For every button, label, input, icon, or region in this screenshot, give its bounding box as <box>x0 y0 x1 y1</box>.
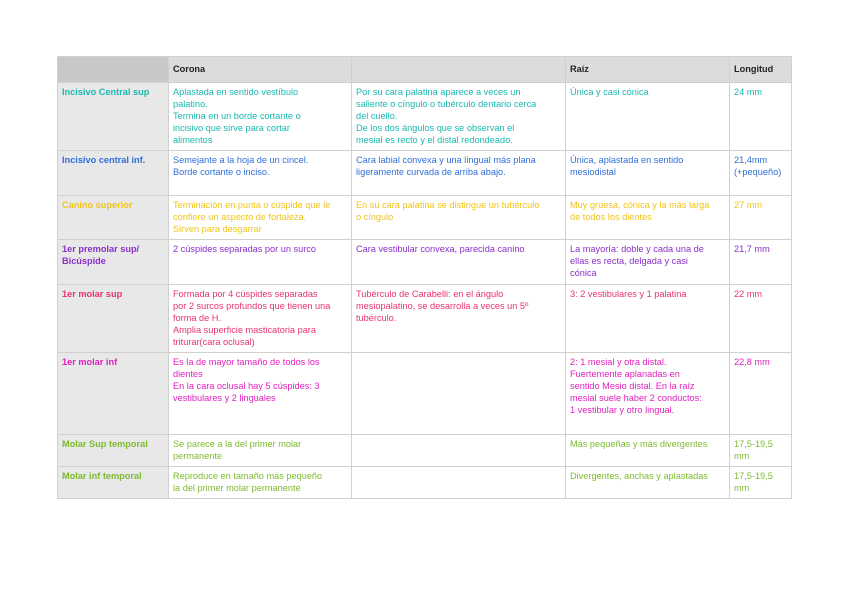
tooth-name: Incisivo central inf. <box>58 151 169 196</box>
header-longitud: Longitud <box>730 57 792 83</box>
corona-text: forma de H. <box>173 313 221 323</box>
corona-text: Terminación en punta o cúspide que le <box>173 200 331 210</box>
tooth-name: 1er molar sup <box>58 285 169 353</box>
raiz-text: sentido Mesio distal. En la raíz <box>570 381 695 391</box>
table-row <box>58 83 792 151</box>
longitud-text: 22 mm <box>734 289 763 299</box>
table-body <box>58 83 792 499</box>
corona-text: vestibulares y 2 linguales <box>173 393 276 403</box>
tooth-name: Canino superior <box>58 196 169 240</box>
corona-text: Aplastada en sentido vestíbulo <box>173 87 299 97</box>
longitud-cell <box>730 83 792 151</box>
detalle-cell <box>352 353 566 435</box>
raiz-cell <box>566 83 730 151</box>
teeth-table <box>57 56 792 499</box>
detalle-cell <box>352 151 566 196</box>
longitud-text: 17,5-19,5 <box>734 471 773 481</box>
raiz-text: La mayoría: doble y cada una de <box>570 244 704 254</box>
corona-text: palatino. <box>173 99 208 109</box>
raiz-text: Única y casi cónica <box>570 87 649 97</box>
detalle-text: Tubérculo de Carabelli: en el ángulo <box>356 289 504 299</box>
corona-text: permanente <box>173 451 223 461</box>
corona-cell <box>169 467 352 499</box>
table-row <box>58 285 792 353</box>
raiz-text: cónica <box>570 268 597 278</box>
detalle-text: De los dos ángulos que se observan el <box>356 123 515 133</box>
corona-text: triturar(cara oclusal) <box>173 337 255 347</box>
longitud-cell <box>730 285 792 353</box>
raiz-cell <box>566 285 730 353</box>
corona-text: alimentos <box>173 135 213 145</box>
longitud-text: 27 mm <box>734 200 763 210</box>
longitud-cell <box>730 240 792 285</box>
corona-text: por 2 surcos profundos que tienen una <box>173 301 331 311</box>
corona-text: Se parece a la del primer molar <box>173 439 302 449</box>
detalle-text: En su cara palatina se distingue un tubérculo <box>356 200 540 210</box>
raiz-cell <box>566 196 730 240</box>
corona-text: la del primer molar permanente <box>173 483 301 493</box>
raiz-cell <box>566 240 730 285</box>
corona-text: Amplia superficie masticatoria para <box>173 325 316 335</box>
corona-text: En la cara oclusal hay 5 cúspides: 3 <box>173 381 320 391</box>
raiz-cell <box>566 467 730 499</box>
detalle-cell <box>352 196 566 240</box>
corona-text: Sirven para desgarrar <box>173 224 262 234</box>
header-raiz: Raíz <box>566 57 730 83</box>
longitud-cell <box>730 151 792 196</box>
raiz-cell <box>566 435 730 467</box>
detalle-text: ligeramente curvada de arriba abajo. <box>356 167 506 177</box>
table-row <box>58 196 792 240</box>
raiz-text: 1 vestibular y otro lingual. <box>570 405 675 415</box>
raiz-text: Muy gruesa, cónica y la más larga <box>570 200 710 210</box>
header-row <box>58 57 792 83</box>
raiz-text: Fuertemente aplanadas en <box>570 369 680 379</box>
longitud-cell <box>730 467 792 499</box>
tooth-name: Incisivo Central sup <box>58 83 169 151</box>
longitud-cell <box>730 196 792 240</box>
corona-cell <box>169 240 352 285</box>
corona-cell <box>169 196 352 240</box>
corona-text: Semejante a la hoja de un cincel. <box>173 155 309 165</box>
corona-text: Formada por 4 cúspides separadas <box>173 289 318 299</box>
raiz-text: 2: 1 mesial y otra distal. <box>570 357 667 367</box>
corona-cell <box>169 151 352 196</box>
table-row <box>58 151 792 196</box>
corona-text: confiere un aspecto de fortaleza. <box>173 212 307 222</box>
tooth-name: 1er premolar sup/ Bicúspide <box>58 240 169 285</box>
longitud-text: 17,5-19,5 <box>734 439 773 449</box>
corona-text: incisivo que sirve para cortar <box>173 123 290 133</box>
corona-cell <box>169 435 352 467</box>
table-row <box>58 240 792 285</box>
corona-text: Borde cortante o inciso. <box>173 167 270 177</box>
detalle-text: Cara vestibular convexa, parecida canino <box>356 244 525 254</box>
table-row <box>58 353 792 435</box>
header-cell-blank <box>58 57 169 83</box>
corona-text: Termina en un borde cortante o <box>173 111 301 121</box>
detalle-cell <box>352 83 566 151</box>
corona-cell <box>169 83 352 151</box>
longitud-cell <box>730 353 792 435</box>
detalle-text: tubérculo. <box>356 313 397 323</box>
corona-text: dientes <box>173 369 203 379</box>
tooth-name: 1er molar inf <box>58 353 169 435</box>
raiz-cell <box>566 353 730 435</box>
detalle-text: o cíngulo <box>356 212 394 222</box>
raiz-text: de todos los dientes <box>570 212 652 222</box>
longitud-text: 24 mm <box>734 87 763 97</box>
raiz-text: Divergentes, anchas y aplastadas <box>570 471 708 481</box>
raiz-text: 3: 2 vestibulares y 1 palatina <box>570 289 687 299</box>
corona-text: 2 cúspides separadas por un surco <box>173 244 317 254</box>
table-row <box>58 435 792 467</box>
corona-cell <box>169 353 352 435</box>
corona-text: Es la de mayor tamaño de todos los <box>173 357 320 367</box>
detalle-text: mesial es recto y el distal redondeado. <box>356 135 513 145</box>
raiz-cell <box>566 151 730 196</box>
header-cell-blank-2 <box>352 57 566 83</box>
corona-text: Reproduce en tamaño más pequeño <box>173 471 323 481</box>
tooth-name: Molar Sup temporal <box>58 435 169 467</box>
raiz-text: mesiodistal <box>570 167 616 177</box>
longitud-text: 21,7 mm <box>734 244 770 254</box>
longitud-text: 22,8 mm <box>734 357 770 367</box>
table-row <box>58 467 792 499</box>
detalle-text: del cuello. <box>356 111 398 121</box>
longitud-text: 21,4mm <box>734 155 768 165</box>
raiz-text: Más pequeñas y más divergentes <box>570 439 708 449</box>
corona-cell <box>169 285 352 353</box>
raiz-text: mesial suele haber 2 conductos: <box>570 393 702 403</box>
detalle-cell <box>352 240 566 285</box>
longitud-cell <box>730 435 792 467</box>
longitud-text: mm <box>734 451 750 461</box>
longitud-text: mm <box>734 483 750 493</box>
detalle-cell <box>352 285 566 353</box>
detalle-cell <box>352 467 566 499</box>
detalle-text: saliente o cíngulo o tubérculo dentario cerca <box>356 99 537 109</box>
detalle-text: Cara labial convexa y una lingual más plana <box>356 155 536 165</box>
longitud-text: (+pequeño) <box>734 167 782 177</box>
header-corona: Corona <box>169 57 352 83</box>
detalle-text: Por su cara palatina aparece a veces un <box>356 87 521 97</box>
raiz-text: ellas es recta, delgada y casi <box>570 256 688 266</box>
raiz-text: Única, aplastada en sentido <box>570 155 684 165</box>
detalle-cell <box>352 435 566 467</box>
tooth-name: Molar inf temporal <box>58 467 169 499</box>
detalle-text: mesiopalatino, se desarrolla a veces un 5º <box>356 301 529 311</box>
